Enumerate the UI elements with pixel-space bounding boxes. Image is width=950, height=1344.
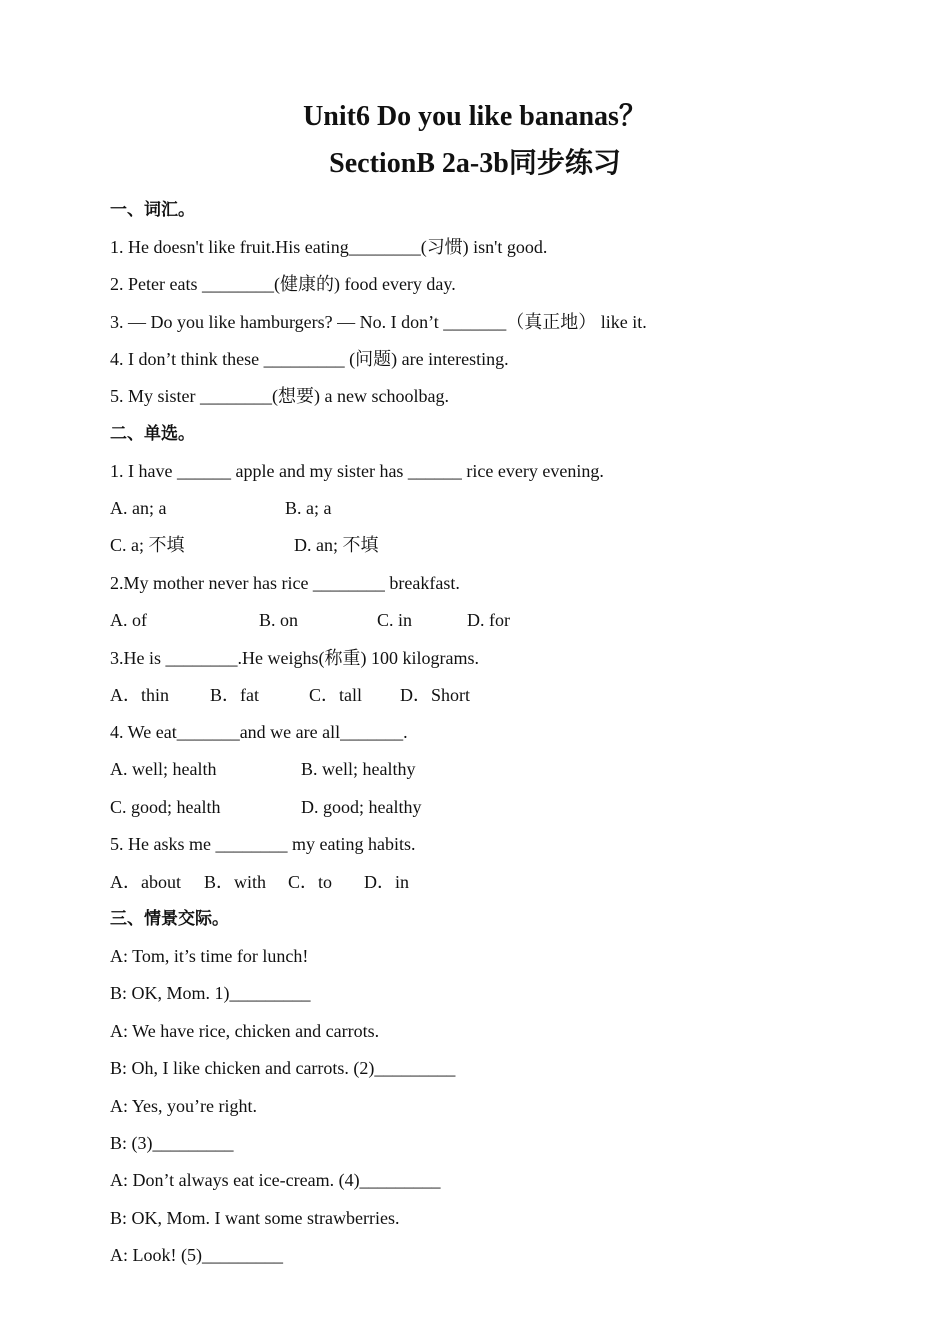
choice-option: B. on xyxy=(259,610,299,630)
choice-option: B．with xyxy=(204,872,267,892)
choice-question-stem: 2.My mother never has rice ________ breakfast. xyxy=(110,573,460,593)
dialogue-line: A: Tom, it’s time for lunch! xyxy=(110,946,309,966)
choice-option: A. of xyxy=(110,610,147,630)
page-title: Unit6 Do you like bananas？ xyxy=(303,101,647,132)
choice-option: C．to xyxy=(288,872,333,892)
dialogue-line: A: Yes, you’re right. xyxy=(110,1096,257,1116)
dialogue-line: A: We have rice, chicken and carrots. xyxy=(110,1021,380,1041)
dialogue-line: A: Look! (5)_________ xyxy=(110,1245,283,1265)
choice-option: D. for xyxy=(467,610,510,630)
dialogue-line: A: Don’t always eat ice-cream. (4)_________ xyxy=(110,1170,441,1190)
vocab-question: 4. I don’t think these _________ (问题) are interesting. xyxy=(110,349,509,369)
vocab-question: 5. My sister ________(想要) a new schoolbag. xyxy=(110,386,449,406)
choice-option: C. good; health xyxy=(110,797,221,817)
section-heading-vocabulary: 一、词汇。 xyxy=(110,200,195,220)
choice-question-stem: 4. We eat_______and we are all_______. xyxy=(110,722,408,742)
dialogue-line: B: (3)_________ xyxy=(110,1133,234,1153)
choice-option: A. well; health xyxy=(110,759,217,779)
section-heading-dialogue: 三、情景交际。 xyxy=(110,909,229,929)
choice-option: A. an; a xyxy=(110,498,167,518)
choice-question-stem: 1. I have ______ apple and my sister has ______ rice every evening. xyxy=(110,461,604,481)
dialogue-line: B: Oh, I like chicken and carrots. (2)_________ xyxy=(110,1058,456,1078)
dialogue-line: B: OK, Mom. 1)_________ xyxy=(110,983,311,1003)
choice-option: B. a; a xyxy=(285,498,332,518)
choice-option: D．Short xyxy=(400,685,471,705)
vocab-question: 2. Peter eats ________(健康的) food every day. xyxy=(110,274,456,294)
choice-option: D．in xyxy=(364,872,409,892)
choice-option: B．fat xyxy=(210,685,259,705)
choice-option: C. a; 不填 xyxy=(110,535,185,555)
vocab-question: 3. — Do you like hamburgers? — No. I don’t _______（真正地） like it. xyxy=(110,312,647,332)
choice-option: A．about xyxy=(110,872,181,892)
section-heading-multiple-choice: 二、单选。 xyxy=(110,424,195,444)
choice-option: B. well; healthy xyxy=(301,759,416,779)
choice-question-stem: 5. He asks me ________ my eating habits. xyxy=(110,834,416,854)
page-subtitle: SectionB 2a-3b同步练习 xyxy=(329,148,621,179)
dialogue-line: B: OK, Mom. I want some strawberries. xyxy=(110,1208,400,1228)
choice-option: A．thin xyxy=(110,685,170,705)
choice-option: D. an; 不填 xyxy=(294,535,379,555)
choice-option: D. good; healthy xyxy=(301,797,422,817)
choice-option: C. in xyxy=(377,610,413,630)
choice-question-stem: 3.He is ________.He weighs(称重) 100 kilograms. xyxy=(110,648,479,668)
choice-option: C．tall xyxy=(309,685,362,705)
vocab-question: 1. He doesn't like fruit.His eating________(习惯) isn't good. xyxy=(110,237,548,257)
